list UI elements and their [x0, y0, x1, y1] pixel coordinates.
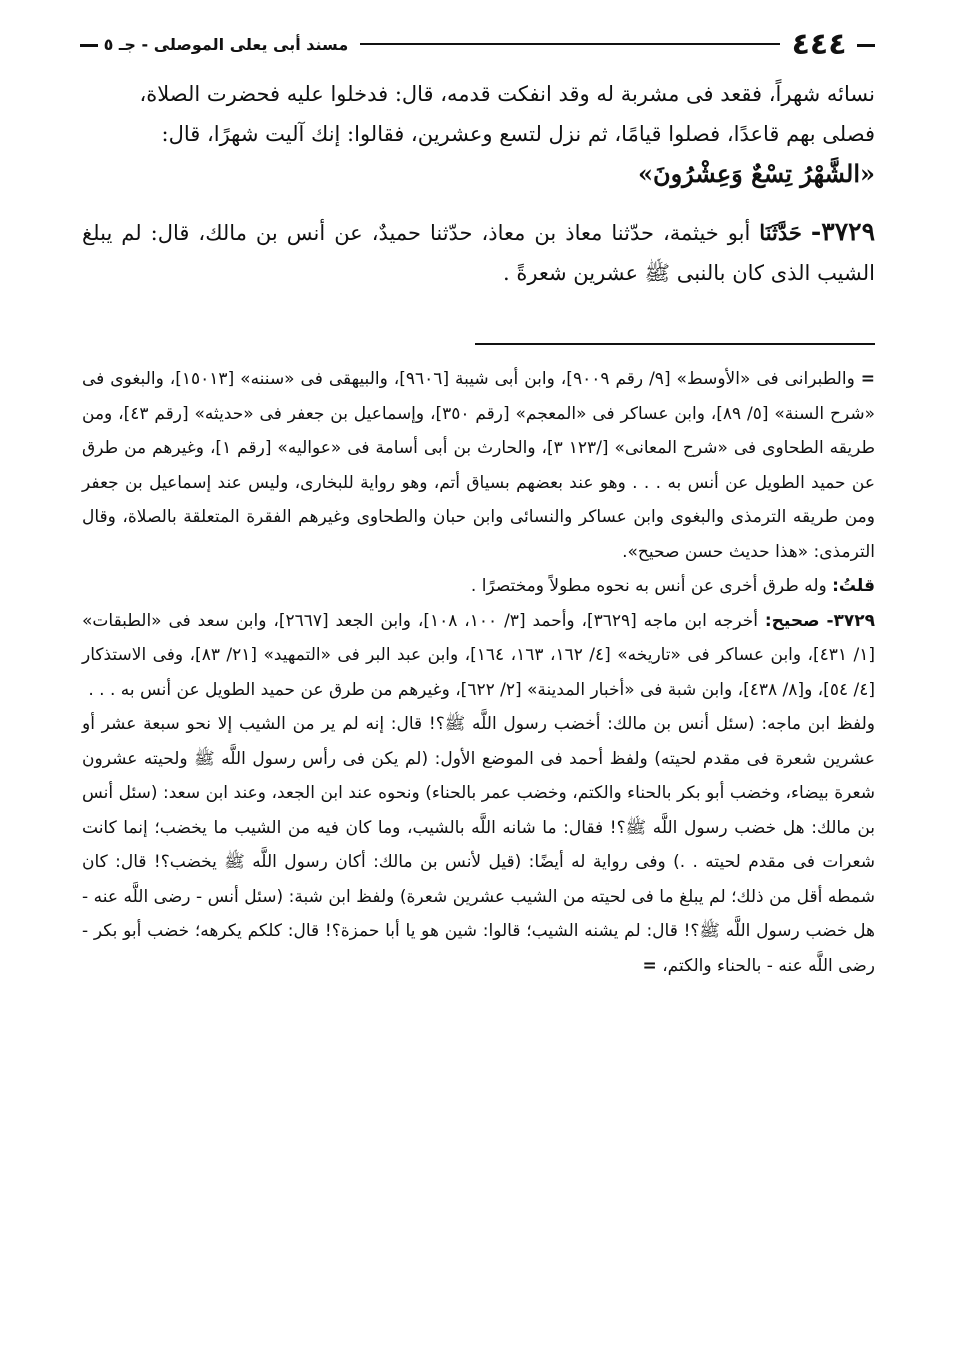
- footnote-number: ٣٧٢٩-: [826, 610, 876, 631]
- qult-label: قلتُ:: [832, 576, 875, 596]
- main-line: نسائه شهراً، فقعد فى مشربة له وقد انفكت قدمه، قال: فدخلوا عليه فحضرت الصلاة،: [139, 82, 875, 106]
- lafz-note: [82, 707, 875, 983]
- footnote-text: والطبرانى فى «الأوسط» [٩/ رقم ٩٠٠٩]، وابن أبى شيبة [٩٦٠٦]، والبيهقى فى «سننه» [١٥٠١٣]، والبغوى فى «شرح السنة» [٥/ ٨٩]، وابن عساكر فى «المعجم» [رقم ٣٥٠]، وإسماعيل بن جعفر فى «حديثه» [رقم ٤٣]، ومن طريقه الطحاوى فى «شرح المعانى» [/١٢٣ ٣]، والحارث بن أبى أسامة فى «عواليه» [رقم ١]، وغيرهم من طرق عن حميد الطويل عن أنس به . . . وهو عند بعضهم بسياق أتم، وهو رواية للبخارى، وليس عند إسماعيل بن جعفر ومن طريقه الترمذى والبغوى وابن عساكر والنسائى وابن حبان والطحاوى وغيرهم الفقرة المتعلقة بالصلاة، وقال الترمذى: «هذا حديث حسن صحيح».: [82, 369, 875, 562]
- page-number: ٤٤٤: [792, 27, 875, 62]
- continues-marker: =: [642, 955, 657, 976]
- grade-label: صحيح:: [764, 610, 820, 631]
- lafz-text: ولفظ ابن ماجه: (سئل أنس بن مالك: أخضب رسول اللَّه ﷺ؟! قال: إنه لم ير من الشيب إلا نحو سبعة عشر أو عشرين شعرة فى مقدم لحيته) ولفظ أحمد فى الموضع الأول: (لم يكن فى رأس رسول اللَّه ﷺ ولحيته عشرون شعرة بيضاء، وخضب أبو بكر بالحناء والكتم، وخضب عمر بالحناء) ونحوه عند ابن الجعد، وعند ابن سعد: (سئل أنس بن مالك: هل خضب رسول اللَّه ﷺ؟! فقال: ما شانه اللَّه بالشيب، وما كان فيه من الشيب ما يخضب؛ إنما كانت شعرات فى مقدم لحيته . .) وفى رواية له أيضًا: (قيل لأنس بن مالك: أكان رسول اللَّه ﷺ يخضب؟! قال: كان شمطه أقل من ذلك؛ لم يبلغ ما فى لحيته من الشيب عشرين شعرة) ولفظ ابن شبة: (سئل أنس - رضى اللَّه عنه - هل خضب رسول اللَّه ﷺ؟! قال: لم يشنه الشيب؛ قالوا: شين هو يا أبا حمزة؟! قال: كلكم يكرهه؛ خضب أبو بكر - رضى اللَّه عنه - بالحناء والكتم،: [82, 714, 875, 976]
- qult-note: [82, 569, 875, 604]
- main-text: [82, 74, 875, 293]
- footnote-text: أخرجه ابن ماجه [٣٦٢٩]، وأحمد [٣/ ١٠٠، ١٠٨]، وابن الجعد [٢٦٦٧]، وابن سعد فى «الطبقات» [١/ ٤٣١]، وابن عساكر فى «تاريخه» [٤/ ١٦٢، ١٦٣، ١٦٤]، وابن عبد البر فى «التمهيد» [٢١/ ٨٣]، وفى الاستذكار [٤/ ٥٤]، و[٨/ ٤٣٨]، وابن شبة فى «أخبار المدينة» [٢/ ٦٢٢]، وغيرهم من طرق عن حميد الطويل عن أنس به . . .: [82, 610, 876, 700]
- hadith-quote: «الشَّهْرُ تِسْعٌ وَعِشْرُونَ»: [637, 159, 875, 188]
- hadith-3729: [82, 212, 875, 293]
- continuation-marker: =: [860, 369, 876, 389]
- qult-text: وله طرق أخرى عن أنس به نحوه مطولاً ومختصرًا .: [470, 576, 827, 596]
- page-header: [80, 24, 875, 64]
- hadith-text: أبو خيثمة، حدّثنا معاذ بن معاذ، حدّثنا حميدٌ، عن أنس بن مالك، قال: لم يبلغ الشيب الذى كان بالنبى ﷺ عشرين شعرةً .: [82, 221, 875, 285]
- footnote-divider: [475, 343, 875, 345]
- main-line: فصلى بهم قاعدًا، فصلوا قيامًا، ثم نزل لتسع وعشرين، فقالوا: إنك آليت شهرًا، قال:: [161, 122, 875, 146]
- footnote-3729: [82, 604, 875, 708]
- haddathana: حَدَّثَنَا: [759, 220, 802, 245]
- running-title: مسند أبى يعلى الموصلى - جـ ٥: [80, 35, 348, 54]
- header-dash: [80, 44, 98, 47]
- header-rule: [360, 43, 779, 45]
- hadith-number: ٣٧٢٩-: [810, 217, 875, 246]
- header-dash: [857, 44, 875, 47]
- footnote-continuation: [82, 362, 875, 569]
- footnotes: [82, 362, 875, 983]
